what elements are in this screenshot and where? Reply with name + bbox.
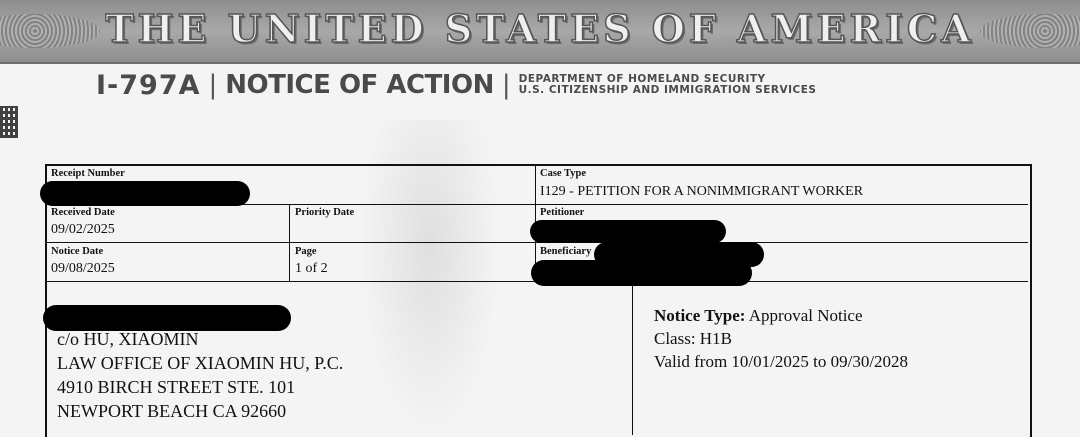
- address-line-4: NEWPORT BEACH CA 92660: [57, 401, 287, 421]
- banner-title: THE UNITED STATES OF AMERICA: [105, 6, 975, 51]
- case-type-label: Case Type: [540, 168, 586, 179]
- petitioner-label: Petitioner: [540, 207, 585, 218]
- notice-type-line: [654, 304, 908, 327]
- redacted-petitioner: [530, 220, 726, 243]
- notice-type-label: Notice Type:: [654, 306, 746, 325]
- case-type-value: I129 - PETITION FOR A NONIMMIGRANT WORKER: [540, 184, 864, 199]
- table-line: [632, 281, 633, 435]
- address-line-3: 4910 BIRCH STREET STE. 101: [57, 377, 296, 397]
- address-line-2: LAW OFFICE OF XIAOMIN HU, P.C.: [57, 353, 344, 373]
- receipt-number-label: Receipt Number: [51, 168, 125, 179]
- page-value: 1 of 2: [295, 261, 328, 276]
- notice-date-label: Notice Date: [51, 246, 104, 257]
- form-id: I-797A: [96, 69, 201, 101]
- header-separator: |: [208, 70, 218, 100]
- redacted-beneficiary-2: [531, 260, 752, 286]
- header-separator-2: |: [501, 70, 511, 100]
- received-date-label: Received Date: [51, 207, 115, 218]
- barcode-icon: [0, 106, 18, 138]
- department-line-1: DEPARTMENT OF HOMELAND SECURITY: [518, 73, 766, 85]
- page-label: Page: [295, 246, 317, 257]
- valid-dates-line: Valid from 10/01/2025 to 09/30/2028: [654, 352, 909, 371]
- notice-type-value: Approval Notice: [745, 306, 863, 325]
- priority-date-label: Priority Date: [295, 207, 355, 218]
- department-line-2: U.S. CITIZENSHIP AND IMMIGRATION SERVICES: [518, 84, 817, 96]
- department: [519, 74, 817, 96]
- form-name: NOTICE OF ACTION: [225, 70, 494, 100]
- table-line: [289, 204, 290, 281]
- banner: [0, 0, 1080, 64]
- class-line: Class: H1B: [654, 329, 732, 348]
- notice-date-value: 09/08/2025: [51, 261, 115, 276]
- notice-block: [654, 304, 908, 373]
- received-date-value: 09/02/2025: [51, 222, 115, 237]
- address-line-1: c/o HU, XIAOMIN: [57, 329, 199, 349]
- beneficiary-label: Beneficiary: [540, 246, 592, 257]
- form-header: [96, 68, 816, 102]
- redacted-receipt-number: [40, 181, 250, 206]
- mailing-address: [57, 327, 343, 423]
